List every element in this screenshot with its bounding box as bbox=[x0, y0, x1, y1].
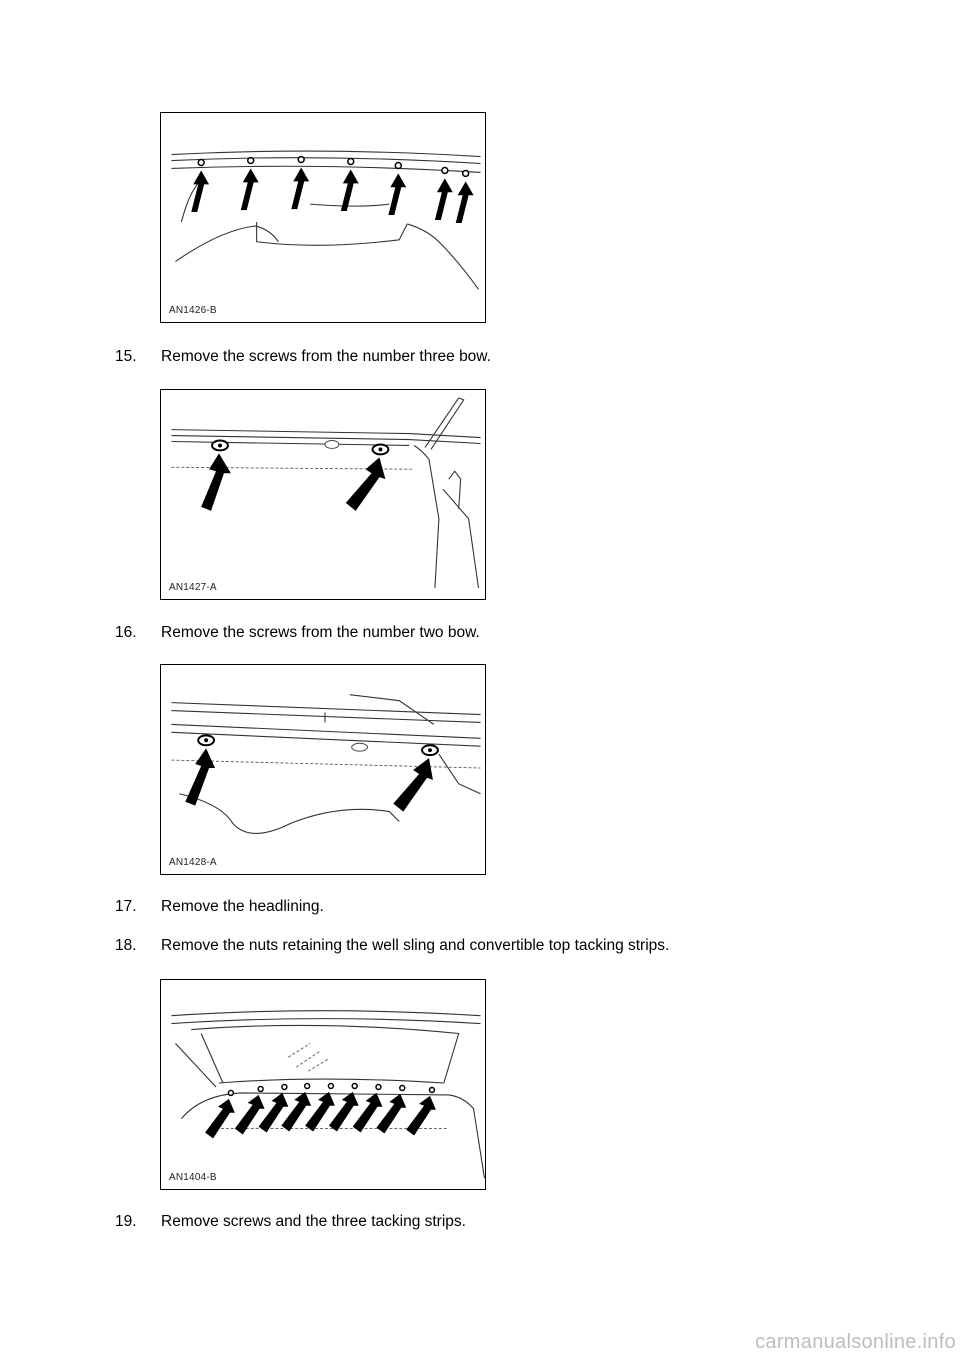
step-17 bbox=[115, 898, 324, 916]
step-text: Remove the nuts retaining the well sling and convertible top tacking strips. bbox=[161, 937, 670, 954]
step-number: 17. bbox=[115, 898, 137, 915]
step-text: Remove screws and the three tacking strips. bbox=[161, 1213, 466, 1230]
figure-code: AN1426-B bbox=[169, 305, 217, 316]
figure-code: AN1428-A bbox=[169, 857, 217, 868]
arrow-markers bbox=[185, 748, 433, 811]
step-text: Remove the headlining. bbox=[161, 898, 324, 915]
figure-an1404-b bbox=[160, 979, 486, 1190]
arrow-markers bbox=[205, 1092, 436, 1139]
watermark: carmanualsonline.info bbox=[755, 1331, 956, 1353]
figure-an1428-a bbox=[160, 664, 486, 875]
figure-code: AN1427-A bbox=[169, 582, 217, 593]
illustration-number-three-bow bbox=[161, 390, 485, 599]
illustration-tacking-strips bbox=[161, 980, 485, 1189]
step-number: 16. bbox=[115, 624, 137, 641]
screw-markers bbox=[198, 735, 438, 755]
step-number: 19. bbox=[115, 1213, 137, 1230]
figure-an1426-b bbox=[160, 112, 486, 323]
illustration-number-two-bow bbox=[161, 665, 485, 874]
step-text: Remove the screws from the number two bow. bbox=[161, 624, 480, 641]
arrow-markers bbox=[191, 167, 473, 222]
step-number: 18. bbox=[115, 937, 137, 954]
step-text: Remove the screws from the number three bow. bbox=[161, 348, 491, 365]
step-number: 15. bbox=[115, 348, 137, 365]
step-18 bbox=[115, 937, 669, 955]
illustration-bow-screws bbox=[161, 113, 485, 322]
arrow-markers bbox=[201, 453, 385, 510]
step-16 bbox=[115, 624, 480, 642]
figure-code: AN1404-B bbox=[169, 1172, 217, 1183]
figure-an1427-a bbox=[160, 389, 486, 600]
step-15 bbox=[115, 348, 491, 366]
step-19 bbox=[115, 1213, 466, 1231]
